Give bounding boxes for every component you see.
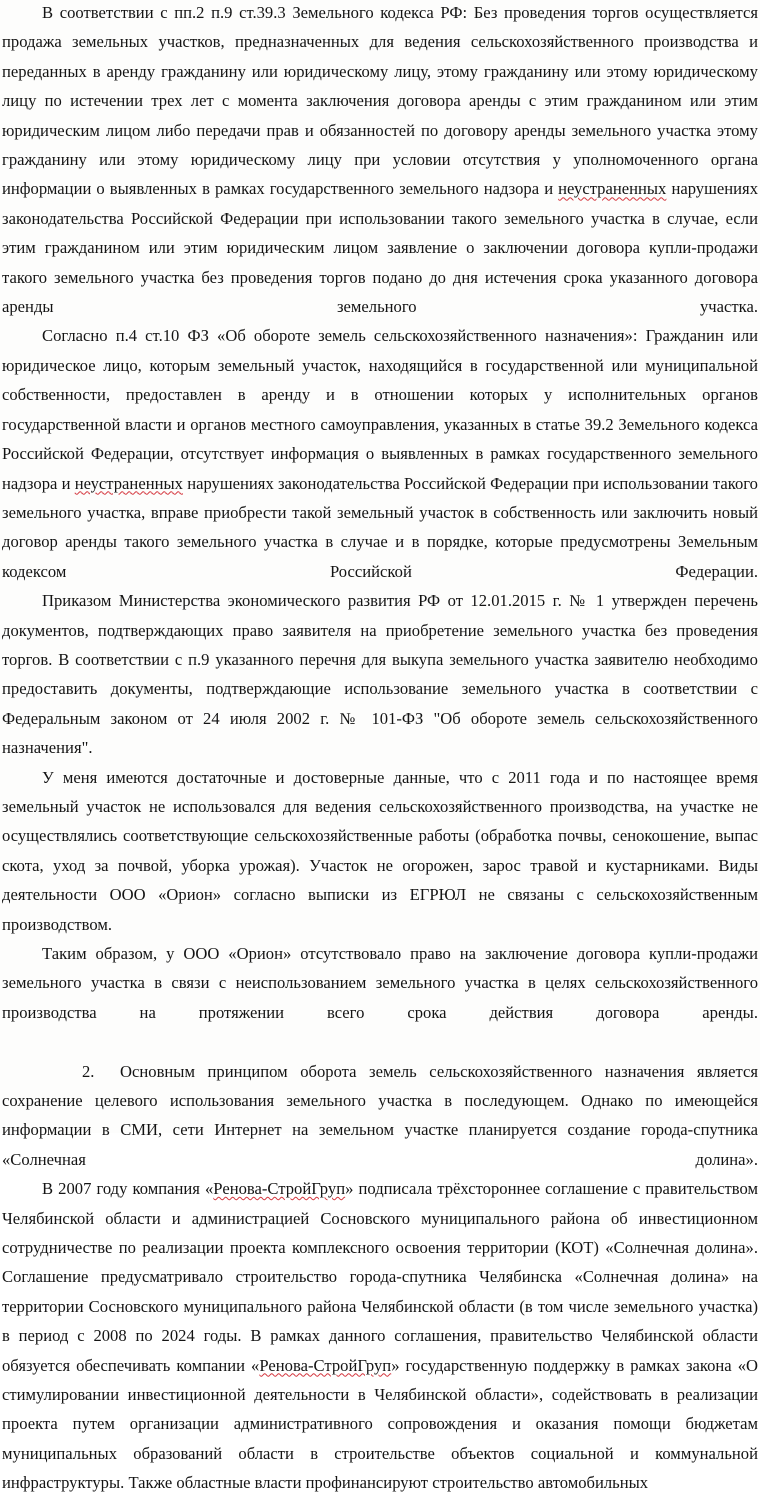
text-run: Согласно п.4 ст.10 ФЗ «Об обороте земель сельскохозяйственного назначения»: Гражданин или юридическое лицо, которым земельный участок, находящийся в государственной или муниципальной собственности, предоставлен в аренду и в отношении которых у исполнительных органов государственной власти и органов местного самоуправления, указанных в статье 39.2 Земельного кодекса Российской Федерации, отсутствует информация о выявленных в рамках государственного земельного надзора и <box>2 326 758 493</box>
paragraph-p6 <box>2 1057 758 1175</box>
spellcheck-misspelled-word: неустраненных <box>74 473 183 493</box>
text-run: » государственную поддержку в рамках закона «О стимулировании инвестиционной деятельности в Челябинской области», содействовать в реализации проекта путем организации административного сопровождения и оказания помощи бюджетам муниципальных образований области в строительстве объектов социальной и коммунальной инфраструктуры. Также областные власти профинансируют строительство автомобильных <box>2 1355 758 1493</box>
text-run: Приказом Министерства экономического развития РФ от 12.01.2015 г. № 1 утвержден перечень документов, подтверждающих право заявителя на приобретение земельного участка без проведения торгов. В соответствии с п.9 указанного перечня для выкупа земельного участка заявителю необходимо предоставить документы, подтверждающие использование земельного участка в соответствии с Федеральным законом от 24 июля 2002 г. № 101-ФЗ "Об обороте земель сельскохозяйственного назначения". <box>2 591 758 758</box>
text-run: нарушениях законодательства Российской Федерации при использовании такого земельного участка, вправе приобрести такой земельный участок в собственность или заключить новый договор аренды такого земельного участка в случае и в порядке, которые предусмотрены Земельным кодексом Российской Федерации. <box>2 473 758 581</box>
paragraph-p4 <box>2 763 758 939</box>
text-run: » подписала трёхстороннее соглашение с правительством Челябинской области и администрацией Сосновского муниципального района об инвестиционном сотрудничестве по реализации проекта комплексного освоения территории (КОТ) «Солнечная долина». Соглашение предусматривало строительство города-спутника Челябинска «Солнечная долина» на территории Сосновского муниципального района Челябинской области (в том числе земельного участка) в период с 2008 по 2024 годы. В рамках данного соглашения, правительство Челябинской области обязуется обеспечивать компании « <box>2 1179 759 1375</box>
paragraph-p2 <box>2 321 758 586</box>
paragraph-p3 <box>2 586 758 762</box>
paragraph-p5 <box>2 939 758 1027</box>
text-run: У меня имеются достаточные и достоверные данные, что с 2011 года и по настоящее время земельный участок не использовался для ведения сельскохозяйственного производства, на участке не осуществлялись соответствующие сельскохозяйственные работы (обработка почвы, сенокошение, выпас скота, уход за почвой, уборка урожая). Участок не огорожен, зарос травой и кустарниками. Виды деятельности ООО «Орион» согласно выписки из ЕГРЮЛ не связаны с сельскохозяйственным производством. <box>2 767 758 934</box>
spellcheck-misspelled-word: неустраненных <box>558 179 667 199</box>
list-item-number: 2. <box>82 1061 95 1081</box>
text-run: Основным принципом оборота земель сельскохозяйственного назначения является сохранение целевого использования земельного участка в последующем. Однако по имеющейся информации в СМИ, сети Интернет на земельном участке планируется создание города-спутника «Солнечная долина». <box>2 1061 758 1169</box>
text-run: В соответствии с пп.2 п.9 ст.39.3 Земельного кодекса РФ: Без проведения торгов осуществляется продажа земельных участков, предназначенных для ведения сельскохозяйственного производства и переданных в аренду гражданину или юридическому лицу, этому гражданину или этому юридическому лицу по истечении трех лет с момента заключения договора аренды с этим гражданином или этим юридическим лицом либо передачи прав и обязанностей по договору аренды земельного участка этому гражданину или этому юридическому лицу при условии отсутствия у уполномоченного органа информации о выявленных в рамках государственного земельного надзора и <box>2 3 758 199</box>
text-run: Таким образом, у ООО «Орион» отсутствовало право на заключение договора купли-продажи земельного участка в связи с неиспользованием земельного участка в целях сельскохозяйственного производства на протяжении всего срока действия договора аренды. <box>2 944 758 1022</box>
spellcheck-misspelled-word: Ренова-СтройГруп <box>259 1355 392 1375</box>
document-text-body <box>2 0 758 1498</box>
text-run: нарушениях законодательства Российской Федерации при использовании такого земельного участка в случае, если этим гражданином или этим юридическим лицом заявление о заключении договора купли-продажи такого земельного участка без проведения торгов подано до дня истечения срока указанного договора аренды земельного участка. <box>2 179 759 317</box>
spellcheck-misspelled-word: Ренова-СтройГруп <box>213 1179 346 1199</box>
paragraph-p1 <box>2 0 758 321</box>
text-run: В 2007 году компания « <box>42 1179 214 1199</box>
paragraph-p7 <box>2 1174 758 1497</box>
